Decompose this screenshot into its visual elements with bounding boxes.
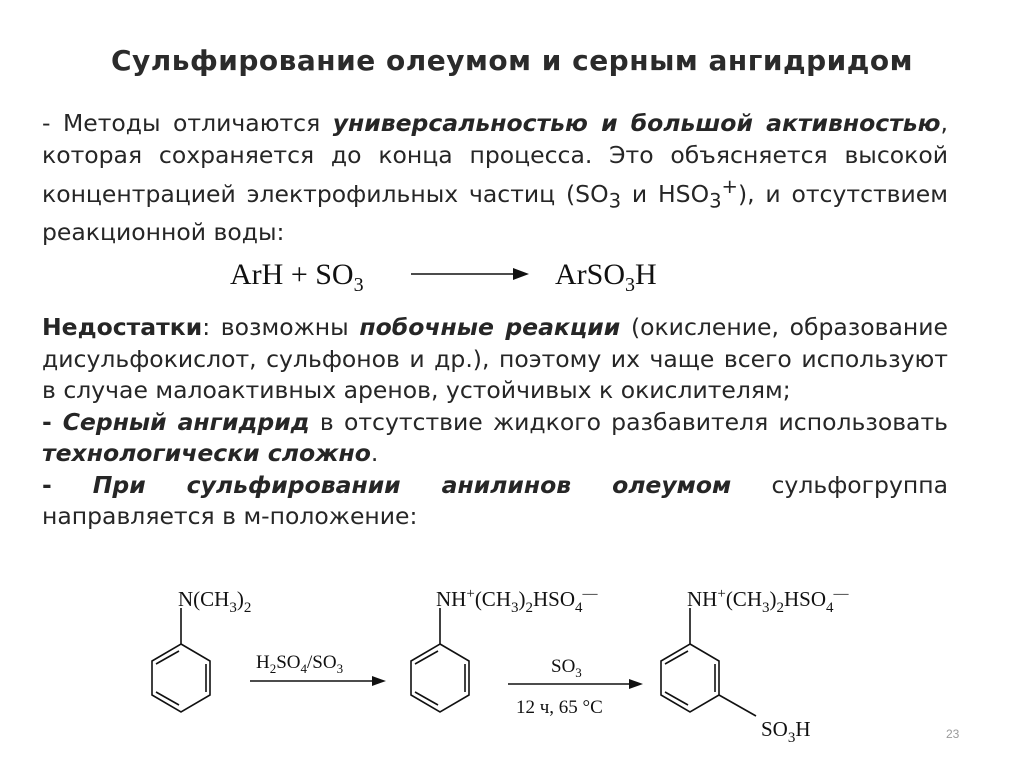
sulfur-anhydride-emphasis: Серный ангидрид xyxy=(62,407,310,436)
drawbacks-text-4: . xyxy=(370,439,379,467)
product-ammonium-group: $NH^+(CH_3)_2HSO_4^—$ xyxy=(687,586,849,616)
equation-left xyxy=(230,258,364,298)
aniline-sulfonation-emphasis: При сульфировании анилинов олеумом xyxy=(92,470,732,499)
reaction-arrow-1 xyxy=(250,676,386,686)
reaction-arrow-2 xyxy=(508,679,643,689)
slide-title: Сульфирование олеумом и серным ангидридом xyxy=(110,44,914,77)
equation-arrow xyxy=(405,262,535,286)
anilinium-salt-group: $NH^+(CH_3)_2HSO_4^—$ xyxy=(436,586,598,616)
intro-text-2: , которая сохраняется до конца процесса. Это объясняется высокой концентрацией электрофильных частиц (SO xyxy=(42,109,948,208)
reagent-h2so4-so3: $H_2SO_4/SO_3$ xyxy=(256,652,344,676)
page-number: 23 xyxy=(946,727,960,741)
reagent-so3: $SO_3$ xyxy=(551,656,582,680)
equation-left-subscript: 3 xyxy=(353,274,364,296)
reaction-conditions: 12 ч, 65 °C xyxy=(516,697,603,718)
benzene-ring-2 xyxy=(411,608,469,712)
drawbacks-paragraph xyxy=(42,312,948,533)
benzene-ring-1 xyxy=(152,608,210,712)
bullet-dash-1: - xyxy=(42,407,63,436)
drawbacks-heading: Недостатки xyxy=(42,313,203,341)
equation-reactants: ArH + SO xyxy=(230,258,354,291)
equation-product-b: H xyxy=(635,258,657,291)
intro-text-3: и HSO xyxy=(621,179,710,208)
hso3-subscript: 3 xyxy=(709,189,722,213)
equation-right-subscript: 3 xyxy=(625,274,636,296)
intro-text-1: - Методы отличаются xyxy=(42,109,333,137)
hso3-charge: + xyxy=(721,175,738,198)
side-reactions-emphasis: побочные реакции xyxy=(359,313,621,341)
equation-product-a: ArSO xyxy=(555,258,626,291)
so3-subscript: 3 xyxy=(608,189,622,213)
intro-text-4: ), и отсутствием реакционной воды: xyxy=(42,179,948,247)
equation-right xyxy=(555,258,657,298)
bullet-dash-2: - xyxy=(42,470,93,499)
reaction-scheme xyxy=(0,580,1024,767)
intro-paragraph xyxy=(42,108,948,249)
benzene-ring-3 xyxy=(661,608,756,716)
dimethylamino-group: $N(CH_3)_2$ xyxy=(178,587,252,616)
drawbacks-text-1: : возможны xyxy=(202,313,360,341)
drawbacks-text-5: сульфогруппа направляется в м-положение: xyxy=(42,470,948,530)
drawbacks-text-2: (окисление, образование дисульфокислот, сульфонов и др.), поэтому их чаще всего используют в случае малоактивных аренов, устойчивых к окислителям; xyxy=(42,313,949,404)
sulfo-group: $SO_3H$ xyxy=(761,717,811,746)
drawbacks-text-3: в отсутствие жидкого разбавителя использовать xyxy=(309,407,948,436)
technologically-hard-emphasis: технологически сложно xyxy=(42,439,371,467)
intro-emphasis: универсальностью и большой активностью xyxy=(332,109,941,137)
